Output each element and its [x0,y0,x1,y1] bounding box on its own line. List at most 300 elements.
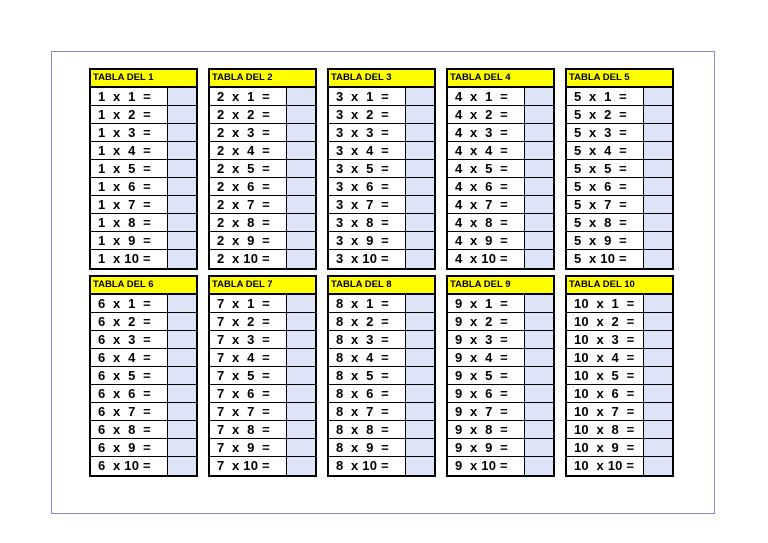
table-title: TABLA DEL 1 [91,70,196,88]
answer-cell[interactable] [168,403,196,420]
answer-cell[interactable] [406,250,434,268]
answer-cell[interactable] [406,142,434,159]
answer-cell[interactable] [644,232,672,249]
answer-cell[interactable] [168,178,196,195]
answer-cell[interactable] [406,457,434,475]
table-row [329,250,434,268]
equation-text: 4 x 10 = [448,250,525,268]
answer-cell[interactable] [525,403,553,420]
table-title: TABLA DEL 8 [329,277,434,295]
answer-cell[interactable] [406,439,434,456]
answer-cell[interactable] [287,295,315,312]
equation-text: 10 x 5 = [567,367,644,384]
answer-cell[interactable] [168,367,196,384]
answer-cell[interactable] [406,331,434,348]
answer-cell[interactable] [525,421,553,438]
table-row [210,313,315,331]
table-row [567,367,672,385]
equation-text: 3 x 2 = [329,106,406,123]
tables-grid [89,68,674,477]
table-row [210,403,315,421]
answer-cell[interactable] [525,232,553,249]
answer-cell[interactable] [525,439,553,456]
answer-cell[interactable] [525,124,553,141]
answer-cell[interactable] [168,349,196,366]
table-title: TABLA DEL 5 [567,70,672,88]
table-row [210,178,315,196]
equation-text: 9 x 3 = [448,331,525,348]
table-row [567,250,672,268]
table-row [567,403,672,421]
equation-text: 9 x 4 = [448,349,525,366]
answer-cell[interactable] [287,178,315,195]
multiplication-table [89,275,198,477]
table-title: TABLA DEL 6 [91,277,196,295]
answer-cell[interactable] [406,196,434,213]
table-row [91,106,196,124]
answer-cell[interactable] [168,232,196,249]
answer-cell[interactable] [525,385,553,402]
table-row [210,106,315,124]
table-row [448,142,553,160]
table-row [567,439,672,457]
equation-text: 9 x 7 = [448,403,525,420]
equation-text: 6 x 6 = [91,385,168,402]
multiplication-table [327,275,436,477]
answer-cell[interactable] [168,214,196,231]
table-row [210,232,315,250]
multiplication-table [208,68,317,270]
equation-text: 7 x 9 = [210,439,287,456]
equation-text: 1 x 7 = [91,196,168,213]
answer-cell[interactable] [406,421,434,438]
table-row [91,385,196,403]
table-row [448,295,553,313]
table-row [329,142,434,160]
table-row [210,439,315,457]
table-row [91,439,196,457]
answer-cell[interactable] [525,250,553,268]
answer-cell[interactable] [287,160,315,177]
table-row [567,178,672,196]
table-row [448,367,553,385]
equation-text: 4 x 3 = [448,124,525,141]
answer-cell[interactable] [525,367,553,384]
table-row [210,331,315,349]
answer-cell[interactable] [287,331,315,348]
table-row [91,421,196,439]
table-title: TABLA DEL 7 [210,277,315,295]
multiplication-table [446,68,555,270]
equation-text: 6 x 10 = [91,457,168,475]
equation-text: 8 x 4 = [329,349,406,366]
equation-text: 9 x 6 = [448,385,525,402]
answer-cell[interactable] [168,313,196,330]
answer-cell[interactable] [287,88,315,105]
answer-cell[interactable] [287,124,315,141]
equation-text: 8 x 5 = [329,367,406,384]
answer-cell[interactable] [525,142,553,159]
answer-cell[interactable] [406,313,434,330]
table-row [448,196,553,214]
equation-text: 3 x 7 = [329,196,406,213]
table-row [448,421,553,439]
answer-cell[interactable] [525,457,553,475]
equation-text: 1 x 3 = [91,124,168,141]
equation-text: 5 x 5 = [567,160,644,177]
equation-text: 5 x 9 = [567,232,644,249]
answer-cell[interactable] [644,196,672,213]
table-row [448,160,553,178]
table-row [448,214,553,232]
answer-cell[interactable] [287,313,315,330]
answer-cell[interactable] [287,106,315,123]
table-row [567,349,672,367]
table-row [448,124,553,142]
table-row [91,232,196,250]
equation-text: 3 x 3 = [329,124,406,141]
answer-cell[interactable] [525,160,553,177]
equation-text: 1 x 6 = [91,178,168,195]
answer-cell[interactable] [406,295,434,312]
equation-text: 3 x 6 = [329,178,406,195]
answer-cell[interactable] [287,385,315,402]
answer-cell[interactable] [644,385,672,402]
equation-text: 2 x 3 = [210,124,287,141]
equation-text: 1 x 9 = [91,232,168,249]
answer-cell[interactable] [525,349,553,366]
answer-cell[interactable] [525,313,553,330]
answer-cell[interactable] [406,214,434,231]
answer-cell[interactable] [525,178,553,195]
table-row [329,214,434,232]
answer-cell[interactable] [644,124,672,141]
equation-text: 8 x 6 = [329,385,406,402]
table-row [210,124,315,142]
answer-cell[interactable] [525,214,553,231]
answer-cell[interactable] [406,232,434,249]
equation-text: 8 x 1 = [329,295,406,312]
answer-cell[interactable] [644,313,672,330]
table-row [91,142,196,160]
equation-text: 5 x 2 = [567,106,644,123]
answer-cell[interactable] [168,88,196,105]
equation-text: 7 x 8 = [210,421,287,438]
multiplication-table [327,68,436,270]
equation-text: 7 x 4 = [210,349,287,366]
table-row [329,421,434,439]
answer-cell[interactable] [168,142,196,159]
table-row [91,178,196,196]
answer-cell[interactable] [525,196,553,213]
table-row [567,196,672,214]
equation-text: 1 x 1 = [91,88,168,105]
table-row [567,160,672,178]
table-row [210,214,315,232]
answer-cell[interactable] [406,367,434,384]
answer-cell[interactable] [287,232,315,249]
table-row [329,403,434,421]
answer-cell[interactable] [168,385,196,402]
equation-text: 3 x 1 = [329,88,406,105]
answer-cell[interactable] [644,160,672,177]
equation-text: 8 x 9 = [329,439,406,456]
table-row [210,367,315,385]
equation-text: 6 x 7 = [91,403,168,420]
equation-text: 10 x 2 = [567,313,644,330]
equation-text: 7 x 2 = [210,313,287,330]
table-row [210,385,315,403]
answer-cell[interactable] [406,403,434,420]
equation-text: 6 x 5 = [91,367,168,384]
equation-text: 3 x 4 = [329,142,406,159]
equation-text: 3 x 5 = [329,160,406,177]
answer-cell[interactable] [644,106,672,123]
table-row [210,160,315,178]
multiplication-table [446,275,555,477]
equation-text: 8 x 7 = [329,403,406,420]
table-row [210,142,315,160]
answer-cell[interactable] [287,142,315,159]
table-row [567,313,672,331]
equation-text: 2 x 10 = [210,250,287,268]
answer-cell[interactable] [644,367,672,384]
equation-text: 6 x 9 = [91,439,168,456]
answer-cell[interactable] [644,88,672,105]
equation-text: 2 x 7 = [210,196,287,213]
equation-text: 9 x 1 = [448,295,525,312]
answer-cell[interactable] [644,214,672,231]
table-row [91,367,196,385]
answer-cell[interactable] [644,421,672,438]
equation-text: 1 x 8 = [91,214,168,231]
multiplication-table [208,275,317,477]
equation-text: 2 x 9 = [210,232,287,249]
equation-text: 10 x 6 = [567,385,644,402]
equation-text: 8 x 2 = [329,313,406,330]
table-row [91,250,196,268]
equation-text: 9 x 9 = [448,439,525,456]
answer-cell[interactable] [644,142,672,159]
equation-text: 7 x 10 = [210,457,287,475]
equation-text: 4 x 8 = [448,214,525,231]
equation-text: 10 x 7 = [567,403,644,420]
equation-text: 3 x 9 = [329,232,406,249]
table-row [210,457,315,475]
table-row [210,349,315,367]
answer-cell[interactable] [287,403,315,420]
answer-cell[interactable] [644,403,672,420]
answer-cell[interactable] [406,106,434,123]
answer-cell[interactable] [287,250,315,268]
table-title: TABLA DEL 9 [448,277,553,295]
answer-cell[interactable] [644,178,672,195]
answer-cell[interactable] [287,439,315,456]
answer-cell[interactable] [168,196,196,213]
equation-text: 10 x 10 = [567,457,644,475]
table-row [567,88,672,106]
equation-text: 8 x 8 = [329,421,406,438]
table-row [91,313,196,331]
table-row [448,385,553,403]
answer-cell[interactable] [168,331,196,348]
equation-text: 8 x 3 = [329,331,406,348]
answer-cell[interactable] [644,250,672,268]
table-title: TABLA DEL 2 [210,70,315,88]
answer-cell[interactable] [168,295,196,312]
table-row [448,331,553,349]
table-title: TABLA DEL 10 [567,277,672,295]
table-row [329,232,434,250]
answer-cell[interactable] [406,160,434,177]
equation-text: 6 x 4 = [91,349,168,366]
table-row [210,250,315,268]
answer-cell[interactable] [406,385,434,402]
answer-cell[interactable] [168,250,196,268]
table-row [567,106,672,124]
equation-text: 2 x 5 = [210,160,287,177]
equation-text: 10 x 1 = [567,295,644,312]
equation-text: 9 x 8 = [448,421,525,438]
equation-text: 1 x 10 = [91,250,168,268]
answer-cell[interactable] [644,439,672,456]
equation-text: 3 x 8 = [329,214,406,231]
table-row [329,331,434,349]
answer-cell[interactable] [644,295,672,312]
equation-text: 10 x 4 = [567,349,644,366]
table-row [91,457,196,475]
answer-cell[interactable] [525,88,553,105]
table-row [329,124,434,142]
equation-text: 5 x 4 = [567,142,644,159]
table-row [329,367,434,385]
answer-cell[interactable] [168,421,196,438]
equation-text: 10 x 3 = [567,331,644,348]
table-row [91,214,196,232]
answer-cell[interactable] [287,367,315,384]
answer-cell[interactable] [644,457,672,475]
table-row [91,331,196,349]
answer-cell[interactable] [525,295,553,312]
equation-text: 6 x 2 = [91,313,168,330]
equation-text: 7 x 6 = [210,385,287,402]
table-row [91,124,196,142]
table-row [448,457,553,475]
table-row [567,232,672,250]
table-row [210,421,315,439]
equation-text: 7 x 5 = [210,367,287,384]
answer-cell[interactable] [287,421,315,438]
table-title: TABLA DEL 3 [329,70,434,88]
answer-cell[interactable] [406,349,434,366]
table-row [567,385,672,403]
answer-cell[interactable] [168,160,196,177]
table-row [448,250,553,268]
equation-text: 8 x 10 = [329,457,406,475]
table-row [329,196,434,214]
table-row [448,106,553,124]
table-row [329,106,434,124]
equation-text: 4 x 2 = [448,106,525,123]
equation-text: 4 x 7 = [448,196,525,213]
equation-text: 4 x 6 = [448,178,525,195]
equation-text: 7 x 7 = [210,403,287,420]
answer-cell[interactable] [644,349,672,366]
answer-cell[interactable] [168,439,196,456]
table-row [329,178,434,196]
table-row [329,295,434,313]
table-row [329,313,434,331]
multiplication-table [565,68,674,270]
table-title: TABLA DEL 4 [448,70,553,88]
table-row [448,88,553,106]
table-row [567,295,672,313]
table-row [91,295,196,313]
table-row [567,124,672,142]
answer-cell[interactable] [287,196,315,213]
equation-text: 5 x 3 = [567,124,644,141]
equation-text: 4 x 9 = [448,232,525,249]
equation-text: 9 x 5 = [448,367,525,384]
answer-cell[interactable] [168,106,196,123]
table-row [567,421,672,439]
equation-text: 5 x 8 = [567,214,644,231]
answer-cell[interactable] [644,331,672,348]
equation-text: 5 x 10 = [567,250,644,268]
equation-text: 4 x 5 = [448,160,525,177]
table-row [448,178,553,196]
table-row [210,196,315,214]
table-row [210,88,315,106]
table-row [567,457,672,475]
equation-text: 2 x 8 = [210,214,287,231]
equation-text: 9 x 2 = [448,313,525,330]
equation-text: 5 x 6 = [567,178,644,195]
equation-text: 6 x 3 = [91,331,168,348]
table-row [329,457,434,475]
equation-text: 10 x 9 = [567,439,644,456]
answer-cell[interactable] [406,178,434,195]
answer-cell[interactable] [525,106,553,123]
multiplication-table [565,275,674,477]
answer-cell[interactable] [525,331,553,348]
answer-cell[interactable] [406,124,434,141]
table-row [448,439,553,457]
table-row [329,439,434,457]
equation-text: 4 x 4 = [448,142,525,159]
equation-text: 2 x 2 = [210,106,287,123]
answer-cell[interactable] [287,214,315,231]
answer-cell[interactable] [168,457,196,475]
multiplication-table [89,68,198,270]
table-row [448,403,553,421]
answer-cell[interactable] [287,457,315,475]
table-row [210,295,315,313]
answer-cell[interactable] [406,88,434,105]
table-row [329,385,434,403]
equation-text: 1 x 2 = [91,106,168,123]
table-row [91,196,196,214]
equation-text: 10 x 8 = [567,421,644,438]
equation-text: 4 x 1 = [448,88,525,105]
table-row [448,232,553,250]
table-row [91,160,196,178]
answer-cell[interactable] [168,124,196,141]
table-row [91,403,196,421]
equation-text: 2 x 6 = [210,178,287,195]
answer-cell[interactable] [287,349,315,366]
equation-text: 2 x 1 = [210,88,287,105]
